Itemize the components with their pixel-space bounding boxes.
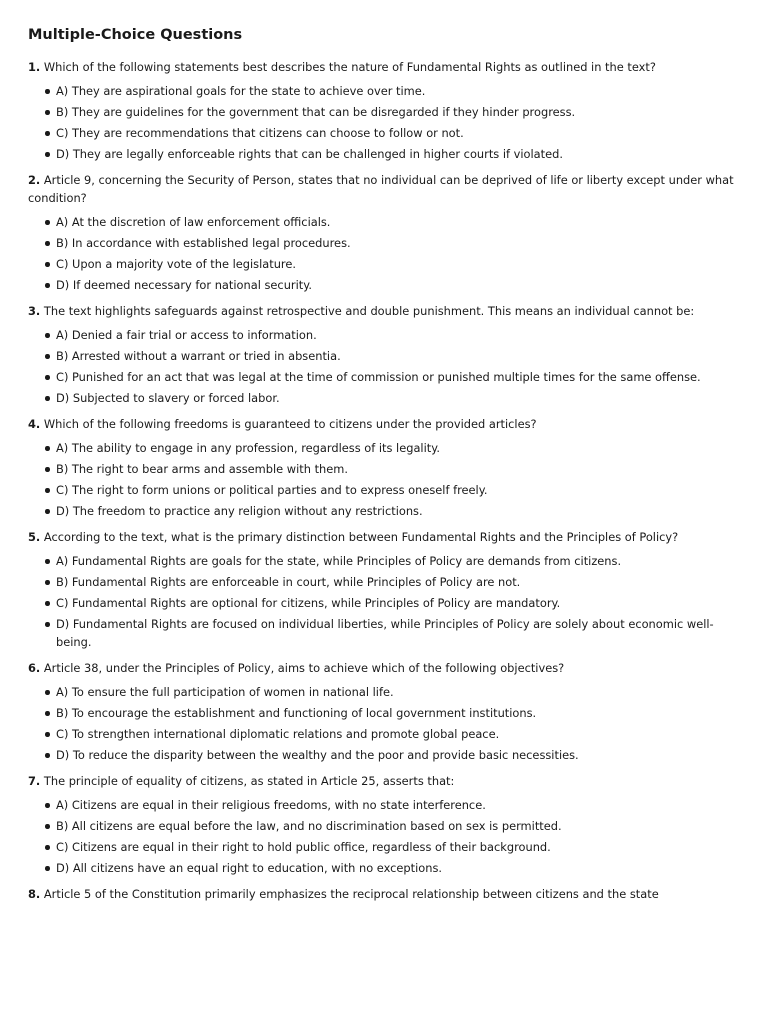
- answer-option: A) At the discretion of law enforcement officials.: [56, 213, 740, 231]
- question-number: 8.: [28, 887, 41, 901]
- answer-option: D) If deemed necessary for national security.: [56, 276, 740, 294]
- question-2: [28, 171, 740, 207]
- question-text: The principle of equality of citizens, as stated in Article 25, asserts that:: [43, 774, 455, 788]
- question-text: Article 5 of the Constitution primarily emphasizes the reciprocal relationship between citizens and the state: [43, 887, 659, 901]
- question-list: [28, 58, 740, 903]
- question-6: [28, 659, 740, 677]
- option-list: [28, 439, 740, 520]
- question-text: Article 38, under the Principles of Policy, aims to achieve which of the following objectives?: [43, 661, 565, 675]
- question-text: The text highlights safeguards against retrospective and double punishment. This means an individual cannot be:: [43, 304, 695, 318]
- answer-option: C) They are recommendations that citizens can choose to follow or not.: [56, 124, 740, 142]
- answer-option: B) The right to bear arms and assemble with them.: [56, 460, 740, 478]
- question-text: According to the text, what is the primary distinction between Fundamental Rights and the Principles of Policy?: [43, 530, 679, 544]
- option-list: [28, 552, 740, 651]
- answer-option: B) All citizens are equal before the law, and no discrimination based on sex is permitted.: [56, 817, 740, 835]
- question-text: Which of the following statements best describes the nature of Fundamental Rights as outlined in the text?: [43, 60, 656, 74]
- answer-option: C) To strengthen international diplomatic relations and promote global peace.: [56, 725, 740, 743]
- question-number: 2.: [28, 173, 41, 187]
- answer-option: B) Arrested without a warrant or tried in absentia.: [56, 347, 740, 365]
- answer-option: C) Upon a majority vote of the legislature.: [56, 255, 740, 273]
- answer-option: B) They are guidelines for the government that can be disregarded if they hinder progress.: [56, 103, 740, 121]
- answer-option: C) Fundamental Rights are optional for citizens, while Principles of Policy are mandatory.: [56, 594, 740, 612]
- page-title: Multiple-Choice Questions: [28, 27, 243, 43]
- answer-option: A) Denied a fair trial or access to information.: [56, 326, 740, 344]
- question-text: Article 9, concerning the Security of Person, states that no individual can be deprived of life or liberty except under what condition?: [28, 173, 734, 205]
- question-5: [28, 528, 740, 546]
- answer-option: B) To encourage the establishment and functioning of local government institutions.: [56, 704, 740, 722]
- question-1: [28, 58, 740, 76]
- answer-option: A) The ability to engage in any profession, regardless of its legality.: [56, 439, 740, 457]
- option-list: [28, 796, 740, 877]
- answer-option: D) They are legally enforceable rights that can be challenged in higher courts if violated.: [56, 145, 740, 163]
- question-3: [28, 302, 740, 320]
- question-4: [28, 415, 740, 433]
- question-number: 4.: [28, 417, 41, 431]
- answer-option: A) They are aspirational goals for the state to achieve over time.: [56, 82, 740, 100]
- answer-option: C) The right to form unions or political parties and to express oneself freely.: [56, 481, 740, 499]
- answer-option: D) To reduce the disparity between the wealthy and the poor and provide basic necessities.: [56, 746, 740, 764]
- answer-option: A) Fundamental Rights are goals for the state, while Principles of Policy are demands from citizens.: [56, 552, 740, 570]
- option-list: [28, 213, 740, 294]
- answer-option: C) Citizens are equal in their right to hold public office, regardless of their background.: [56, 838, 740, 856]
- answer-option: D) Subjected to slavery or forced labor.: [56, 389, 740, 407]
- answer-option: A) Citizens are equal in their religious freedoms, with no state interference.: [56, 796, 740, 814]
- option-list: [28, 82, 740, 163]
- answer-option: B) Fundamental Rights are enforceable in court, while Principles of Policy are not.: [56, 573, 740, 591]
- question-number: 5.: [28, 530, 41, 544]
- answer-option: D) The freedom to practice any religion without any restrictions.: [56, 502, 740, 520]
- question-8: [28, 885, 740, 903]
- option-list: [28, 683, 740, 764]
- answer-option: D) All citizens have an equal right to education, with no exceptions.: [56, 859, 740, 877]
- option-list: [28, 326, 740, 407]
- question-number: 3.: [28, 304, 41, 318]
- answer-option: C) Punished for an act that was legal at the time of commission or punished multiple times for the same offense.: [56, 368, 740, 386]
- answer-option: D) Fundamental Rights are focused on individual liberties, while Principles of Policy are solely about economic well-being.: [56, 615, 740, 651]
- answer-option: A) To ensure the full participation of women in national life.: [56, 683, 740, 701]
- question-7: [28, 772, 740, 790]
- question-number: 1.: [28, 60, 41, 74]
- answer-option: B) In accordance with established legal procedures.: [56, 234, 740, 252]
- question-number: 6.: [28, 661, 41, 675]
- question-text: Which of the following freedoms is guaranteed to citizens under the provided articles?: [43, 417, 537, 431]
- question-number: 7.: [28, 774, 41, 788]
